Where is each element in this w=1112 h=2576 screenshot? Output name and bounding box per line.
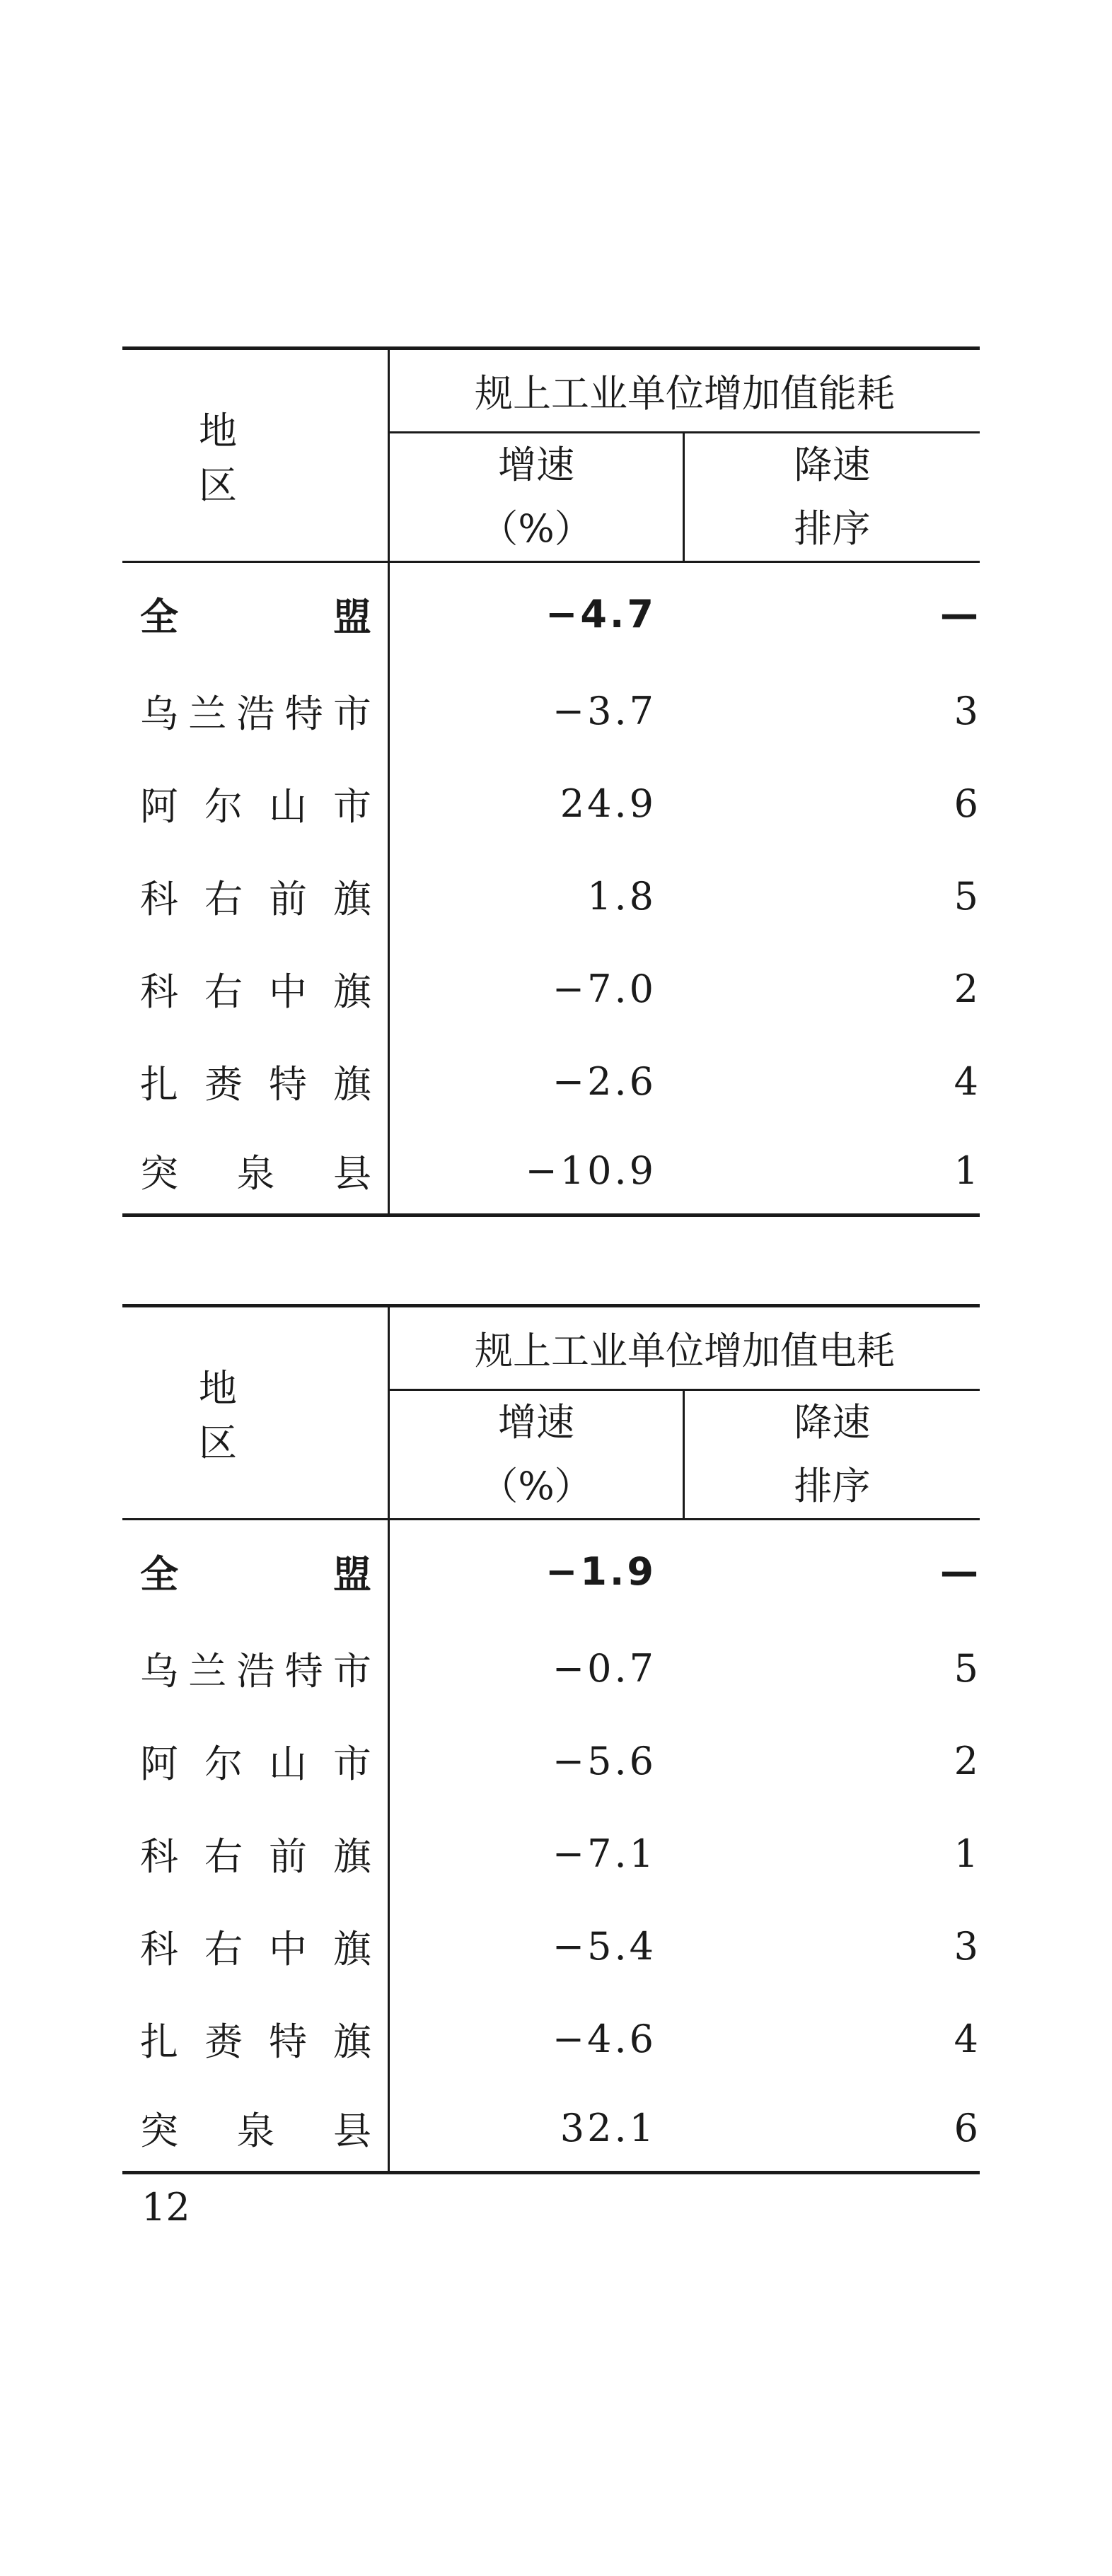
rank-header-line-2: 排序 (794, 1464, 871, 1508)
region-name-char: 全 (140, 594, 178, 639)
region-name-char: 扎 (140, 2020, 178, 2064)
rank-value: 5 (954, 1646, 978, 1691)
growth-value: −5.4 (552, 1924, 656, 1969)
rank-header-line-2: 排序 (794, 506, 871, 551)
table-row (122, 1128, 980, 1213)
region-name-char: 旗 (333, 1834, 371, 1879)
growth-value: −3.7 (552, 689, 656, 733)
rank-column-header (685, 433, 980, 561)
region-name-char: 旗 (333, 1927, 371, 1971)
growth-header-line-2: （%） (480, 506, 593, 551)
rank-value: 3 (954, 689, 978, 733)
growth-header-line-1: 增速 (498, 443, 574, 487)
region-name-char: 科 (140, 969, 178, 1014)
rank-value: 6 (954, 2106, 978, 2150)
region-name (122, 1054, 371, 1109)
region-name-char: 浩 (236, 692, 275, 736)
region-name-char: 兰 (188, 1649, 227, 1694)
region-name (122, 684, 371, 738)
region-name-char: 科 (140, 1834, 178, 1879)
rank-value: — (940, 1549, 978, 1594)
region-name (122, 1919, 371, 1974)
rank-value: 6 (954, 781, 978, 826)
rank-value: 4 (954, 1059, 978, 1104)
region-name (122, 962, 371, 1016)
table-row (122, 1035, 980, 1128)
growth-value: −1.9 (545, 1549, 656, 1594)
region-name-char: 乌 (140, 692, 178, 736)
growth-value: −4.7 (545, 591, 656, 636)
region-name-char: 浩 (236, 1649, 275, 1694)
region-name-char: 前 (269, 1834, 307, 1879)
table-row-total (122, 1520, 980, 1622)
indicator-group-header: 规上工业单位增加值电耗 (390, 1307, 980, 1391)
region-name-char: 县 (333, 1151, 371, 1196)
region-name-char: 中 (269, 1927, 307, 1971)
region-name-char: 全 (140, 1551, 178, 1597)
table-row (122, 2085, 980, 2171)
region-name-char: 乌 (140, 1649, 178, 1694)
rank-header-line-1: 降速 (794, 1400, 871, 1445)
growth-column-header (390, 1391, 685, 1518)
growth-value: −2.6 (552, 1059, 656, 1104)
region-name-char: 赉 (204, 2020, 243, 2064)
growth-value: 1.8 (587, 874, 656, 919)
region-name-char: 扎 (140, 1062, 178, 1107)
region-name-char: 右 (204, 969, 243, 1014)
region-name-char: 泉 (236, 1151, 275, 1196)
region-name-char: 旗 (333, 2020, 371, 2064)
electricity-consumption-table (122, 1304, 980, 2174)
page-number: 12 (141, 2185, 190, 2230)
region-name-char: 盟 (333, 594, 371, 639)
region-name-char: 科 (140, 1927, 178, 1971)
table-row (122, 1715, 980, 1807)
region-name-char: 阿 (140, 1742, 178, 1786)
rank-value: 4 (954, 2017, 978, 2061)
table-row (122, 665, 980, 757)
table-row (122, 1900, 980, 1993)
growth-value: −7.1 (552, 1831, 656, 1876)
table-row (122, 1993, 980, 2085)
region-name-char: 特 (284, 692, 323, 736)
region-name (122, 1641, 371, 1696)
rank-value: 2 (954, 967, 978, 1011)
table-row (122, 757, 980, 850)
region-name (122, 2101, 371, 2155)
growth-value: −4.6 (552, 2017, 656, 2061)
region-name-char: 尔 (204, 784, 243, 829)
table-header (122, 346, 980, 563)
growth-value: −7.0 (552, 967, 656, 1011)
region-name-char: 特 (269, 1062, 307, 1107)
region-name-char: 泉 (236, 2109, 275, 2153)
region-name-char: 赉 (204, 1062, 243, 1107)
region-name-char: 旗 (333, 877, 371, 921)
rank-value: 5 (954, 874, 978, 919)
growth-value: −10.9 (525, 1148, 656, 1193)
region-name (122, 1143, 371, 1198)
rank-header-line-1: 降速 (794, 443, 871, 487)
rank-value: 1 (954, 1831, 978, 1876)
region-name-char: 旗 (333, 969, 371, 1014)
region-name-char: 尔 (204, 1742, 243, 1786)
growth-value: −0.7 (552, 1646, 656, 1691)
region-column-header: 地区 (122, 350, 390, 561)
rank-value: 3 (954, 1924, 978, 1969)
region-name-char: 市 (333, 1742, 371, 1786)
region-name (122, 776, 371, 831)
region-name-char: 前 (269, 877, 307, 921)
region-name-char: 市 (333, 692, 371, 736)
region-name (122, 1544, 371, 1599)
growth-value: 32.1 (560, 2106, 656, 2150)
indicator-group-header: 规上工业单位增加值能耗 (390, 350, 980, 433)
table-row (122, 1622, 980, 1715)
region-name-char: 特 (284, 1649, 323, 1694)
table-row-total (122, 563, 980, 665)
energy-consumption-table (122, 346, 980, 1217)
region-name (122, 1826, 371, 1881)
rank-column-header (685, 1391, 980, 1518)
region-name-char: 阿 (140, 784, 178, 829)
growth-value: −5.6 (552, 1739, 656, 1783)
region-name-char: 市 (333, 784, 371, 829)
region-name-char: 兰 (188, 692, 227, 736)
table-row (122, 943, 980, 1035)
region-name (122, 587, 371, 641)
region-name (122, 869, 371, 923)
region-name (122, 1734, 371, 1788)
table-header (122, 1304, 980, 1520)
region-name-char: 右 (204, 877, 243, 921)
region-name-char: 旗 (333, 1062, 371, 1107)
growth-column-header (390, 433, 685, 561)
rank-value: 1 (954, 1148, 978, 1193)
region-name-char: 突 (140, 2109, 178, 2153)
region-name-char: 县 (333, 2109, 371, 2153)
rank-value: — (940, 591, 978, 636)
table-body (122, 1520, 980, 2174)
region-name-char: 右 (204, 1834, 243, 1879)
growth-header-line-1: 增速 (498, 1400, 574, 1445)
region-name-char: 右 (204, 1927, 243, 1971)
region-name-char: 盟 (333, 1551, 371, 1597)
region-name-char: 特 (269, 2020, 307, 2064)
table-body (122, 563, 980, 1217)
region-name-char: 山 (269, 1742, 307, 1786)
region-name-char: 科 (140, 877, 178, 921)
table-row (122, 850, 980, 943)
rank-value: 2 (954, 1739, 978, 1783)
region-name-char: 中 (269, 969, 307, 1014)
growth-header-line-2: （%） (480, 1464, 593, 1508)
region-name-char: 突 (140, 1151, 178, 1196)
growth-value: 24.9 (560, 781, 656, 826)
region-name-char: 市 (333, 1649, 371, 1694)
region-name-char: 山 (269, 784, 307, 829)
region-column-header: 地区 (122, 1307, 390, 1518)
region-name (122, 2012, 371, 2066)
table-row (122, 1807, 980, 1900)
